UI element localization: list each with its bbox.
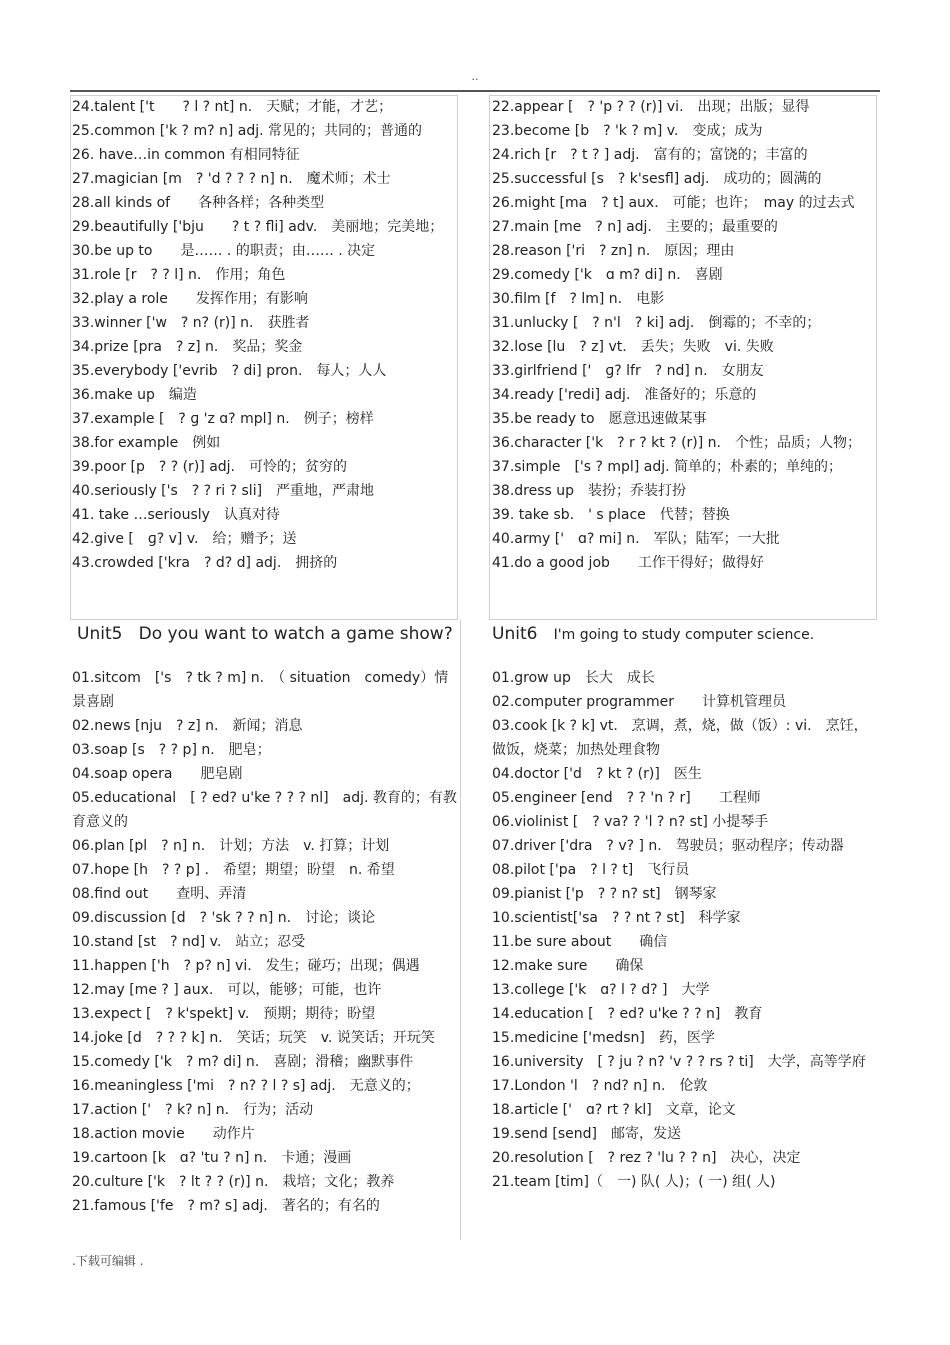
vocab-entry: 15.comedy ['k ? m? di] n. 喜剧；滑稽；幽默事件 [72,1054,414,1070]
vocab-entry: 23.become [b ? 'k ? m] v. 变成；成为 [492,123,763,139]
vocab-entry: 35.everybody ['evrib ? di] pron. 每人；人人 [72,363,387,379]
vocab-entry: 34.prize [pra ? z] n. 奖品；奖金 [72,339,303,355]
vocab-entry: 01.grow up 长大 成长 [492,670,655,686]
header-rule [70,90,880,92]
vocab-entry: 03.cook [k ? k] vt. 烹调，煮，烧，做（饭）: vi. 烹饪，做饭，烧菜；加热处理食物 [492,718,868,758]
vocab-entry: 33.girlfriend [' ɡ? lfr ? nd] n. 女朋友 [492,363,764,379]
vocab-entry: 18.action movie 动作片 [72,1126,255,1142]
vocab-entry: 40.army [' ɑ? mi] n. 军队；陆军；一大批 [492,531,780,547]
footer-note: .下载可编辑 . [72,1254,144,1268]
vocab-entry: 22.appear [ ? 'p ? ? (r)] vi. 出现；出版；显得 [492,99,810,115]
vocab-entry: 11.be sure about 确信 [492,934,668,950]
vocab-entry: 25.common ['k ? m? n] adj. 常见的；共同的；普通的 [72,123,422,139]
vocab-entry: 30.film [f ? lm] n. 电影 [492,291,665,307]
vocab-entry: 06.violinist [ ? va? ? 'l ? n? st] 小提琴手 [492,814,769,830]
unit6-label: Unit6 [492,624,538,644]
vocab-entry: 15.medicine ['medsn] 药，医学 [492,1030,715,1046]
vocab-entry: 26. have…in common 有相同特征 [72,147,300,163]
vocab-entry: 26.might [ma ? t] aux. 可能；也许； may 的过去式 [492,195,855,211]
unit5-title: Do you want to watch a game show? [138,624,453,644]
vocab-entry: 13.college ['k ɑ? l ? d? ] 大学 [492,982,710,998]
top-left-vocab-list [72,95,460,575]
unit5-label: Unit5 [77,624,123,644]
unit6-heading [492,622,814,647]
vocab-entry: 40.seriously ['s ? ? ri ? sli] 严重地，严肃地 [72,483,375,499]
vocab-entry: 21.team [tim]（ 一) 队( 人)；( 一) 组( 人) [492,1174,776,1190]
vocab-entry: 19.send [send] 邮寄，发送 [492,1126,681,1142]
vocab-entry: 09.discussion [d ? 'sk ? ? n] n. 讨论；谈论 [72,910,376,926]
vocab-entry: 31.role [r ? ? l] n. 作用；角色 [72,267,286,283]
vocab-entry: 33.winner ['w ? n? (r)] n. 获胜者 [72,315,310,331]
vocab-entry: 03.soap [s ? ? p] n. 肥皂； [72,742,271,758]
vocab-entry: 06.plan [pl ? n] n. 计划；方法 v. 打算；计划 [72,838,390,854]
vocab-entry: 10.scientist['sa ? ? nt ? st] 科学家 [492,910,741,926]
vocab-entry: 35.be ready to 愿意迅速做某事 [492,411,707,427]
vocab-entry: 28.reason ['ri ? zn] n. 原因；理由 [492,243,735,259]
vocab-entry: 43.crowded ['kra ? d? d] adj. 拥挤的 [72,555,338,571]
vocab-entry: 12.may [me ? ] aux. 可以，能够；可能，也许 [72,982,382,998]
vocab-entry: 25.successful [s ? k'sesfl] adj. 成功的；圆满的 [492,171,822,187]
vocab-entry: 07.hope [h ? ? p] . 希望；期望；盼望 n. 希望 [72,862,395,878]
unit6-title: I'm going to study computer science. [553,627,815,643]
vocab-entry: 41. take …seriously 认真对待 [72,507,280,523]
vocab-entry: 27.magician [m ? 'd ? ? ? n] n. 魔术师；术士 [72,171,391,187]
vocab-entry: 14.education [ ? ed? u'ke ? ? n] 教育 [492,1006,763,1022]
vocab-entry: 07.driver ['dra ? v? ] n. 驾驶员；驱动程序；传动器 [492,838,844,854]
vocab-entry: 37.simple ['s ? mpl] adj. 简单的；朴素的；单纯的； [492,459,842,475]
vocab-entry: 29.beautifully ['bju ? t ? fli] adv. 美丽地；完美地； [72,219,444,235]
vocab-entry: 20.resolution [ ? rez ? 'lu ? ? n] 决心，决定 [492,1150,801,1166]
vocab-entry: 14.joke [d ? ? ? k] n. 笑话；玩笑 v. 说笑话；开玩笑 [72,1030,435,1046]
vocab-entry: 38.for example 例如 [72,435,221,451]
vocab-entry: 13.expect [ ? k'spekt] v. 预期；期待；盼望 [72,1006,376,1022]
vocab-entry: 41.do a good job 工作干得好；做得好 [492,555,764,571]
vocab-entry: 31.unlucky [ ? n'l ? ki] adj. 倒霉的；不幸的； [492,315,821,331]
vocab-entry: 20.culture ['k ? lt ? ? (r)] n. 栽培；文化；教养 [72,1174,395,1190]
vocab-entry: 04.soap opera 肥皂剧 [72,766,243,782]
vocab-entry: 32.lose [lu ? z] vt. 丢失；失败 vi. 失败 [492,339,774,355]
vocab-entry: 02.computer programmer 计算机管理员 [492,694,786,710]
vocab-entry: 39.poor [p ? ? (r)] adj. 可怜的；贫穷的 [72,459,347,475]
vocab-entry: 02.news [nju ? z] n. 新闻；消息 [72,718,303,734]
vocab-entry: 38.dress up 装扮；乔装打扮 [492,483,687,499]
vocab-entry: 36.character ['k ? r ? kt ? (r)] n. 个性；品质；人物； [492,435,861,451]
vocab-entry: 09.pianist ['p ? ? n? st] 钢琴家 [492,886,717,902]
vocab-entry: 37.example [ ? ɡ 'z ɑ? mpl] n. 例子；榜样 [72,411,374,427]
vocab-entry: 24.talent ['t ? l ? nt] n. 天赋；才能，才艺； [72,99,393,115]
vocab-entry: 16.university [ ? ju ? n? 'v ? ? rs ? ti] 大学，高等学府 [492,1054,866,1070]
top-right-vocab-list [492,95,880,575]
vocab-entry: 08.pilot ['pa ? l ? t] 飞行员 [492,862,690,878]
vocab-entry: 34.ready ['redi] adj. 准备好的；乐意的 [492,387,757,403]
vocab-entry: 16.meaningless ['mi ? n? ? l ? s] adj. 无意义的； [72,1078,420,1094]
unit6-vocab-list [492,666,880,1194]
vocab-entry: 32.play a role 发挥作用；有影响 [72,291,308,307]
vocab-entry: 27.main [me ? n] adj. 主要的；最重要的 [492,219,778,235]
unit5-heading [77,622,453,646]
column-divider [460,620,461,1240]
vocab-entry: 24.rich [r ? t ? ] adj. 富有的；富饶的；丰富的 [492,147,808,163]
vocab-entry: 21.famous ['fe ? m? s] adj. 著名的；有名的 [72,1198,380,1214]
vocab-entry: 28.all kinds of 各种各样；各种类型 [72,195,325,211]
vocab-entry: 11.happen ['h ? p? n] vi. 发生；碰巧；出现；偶遇 [72,958,420,974]
vocab-entry: 01.sitcom ['s ? tk ? m] n. （ situation comedy）情景喜剧 [72,670,449,710]
vocab-entry: 30.be up to 是…… . 的职责；由…… . 决定 [72,243,376,259]
vocab-entry: 12.make sure 确保 [492,958,644,974]
page-header-mark: .. [471,70,479,83]
vocab-entry: 04.doctor ['d ? kt ? (r)] 医生 [492,766,702,782]
vocab-entry: 39. take sb. ' s place 代替；替换 [492,507,730,523]
vocab-entry: 10.stand [st ? nd] v. 站立；忍受 [72,934,306,950]
vocab-entry: 29.comedy ['k ɑ m? di] n. 喜剧 [492,267,723,283]
unit5-vocab-list [72,666,460,1218]
vocab-entry: 17.London 'l ? nd? n] n. 伦敦 [492,1078,708,1094]
vocab-entry: 08.find out 查明、弄清 [72,886,247,902]
vocab-entry: 42.give [ ɡ? v] v. 给；赠予；送 [72,531,297,547]
vocab-entry: 05.educational [ ? ed? u'ke ? ? ? nl] adj. 教育的；有教育意义的 [72,790,457,830]
vocab-entry: 17.action [' ? k? n] n. 行为；活动 [72,1102,314,1118]
vocab-entry: 19.cartoon [k ɑ? 'tu ? n] n. 卡通；漫画 [72,1150,352,1166]
vocab-entry: 36.make up 编造 [72,387,197,403]
vocab-entry: 18.article [' ɑ? rt ? kl] 文章，论文 [492,1102,736,1118]
vocab-entry: 05.engineer [end ? ? 'n ? r] 工程师 [492,790,761,806]
